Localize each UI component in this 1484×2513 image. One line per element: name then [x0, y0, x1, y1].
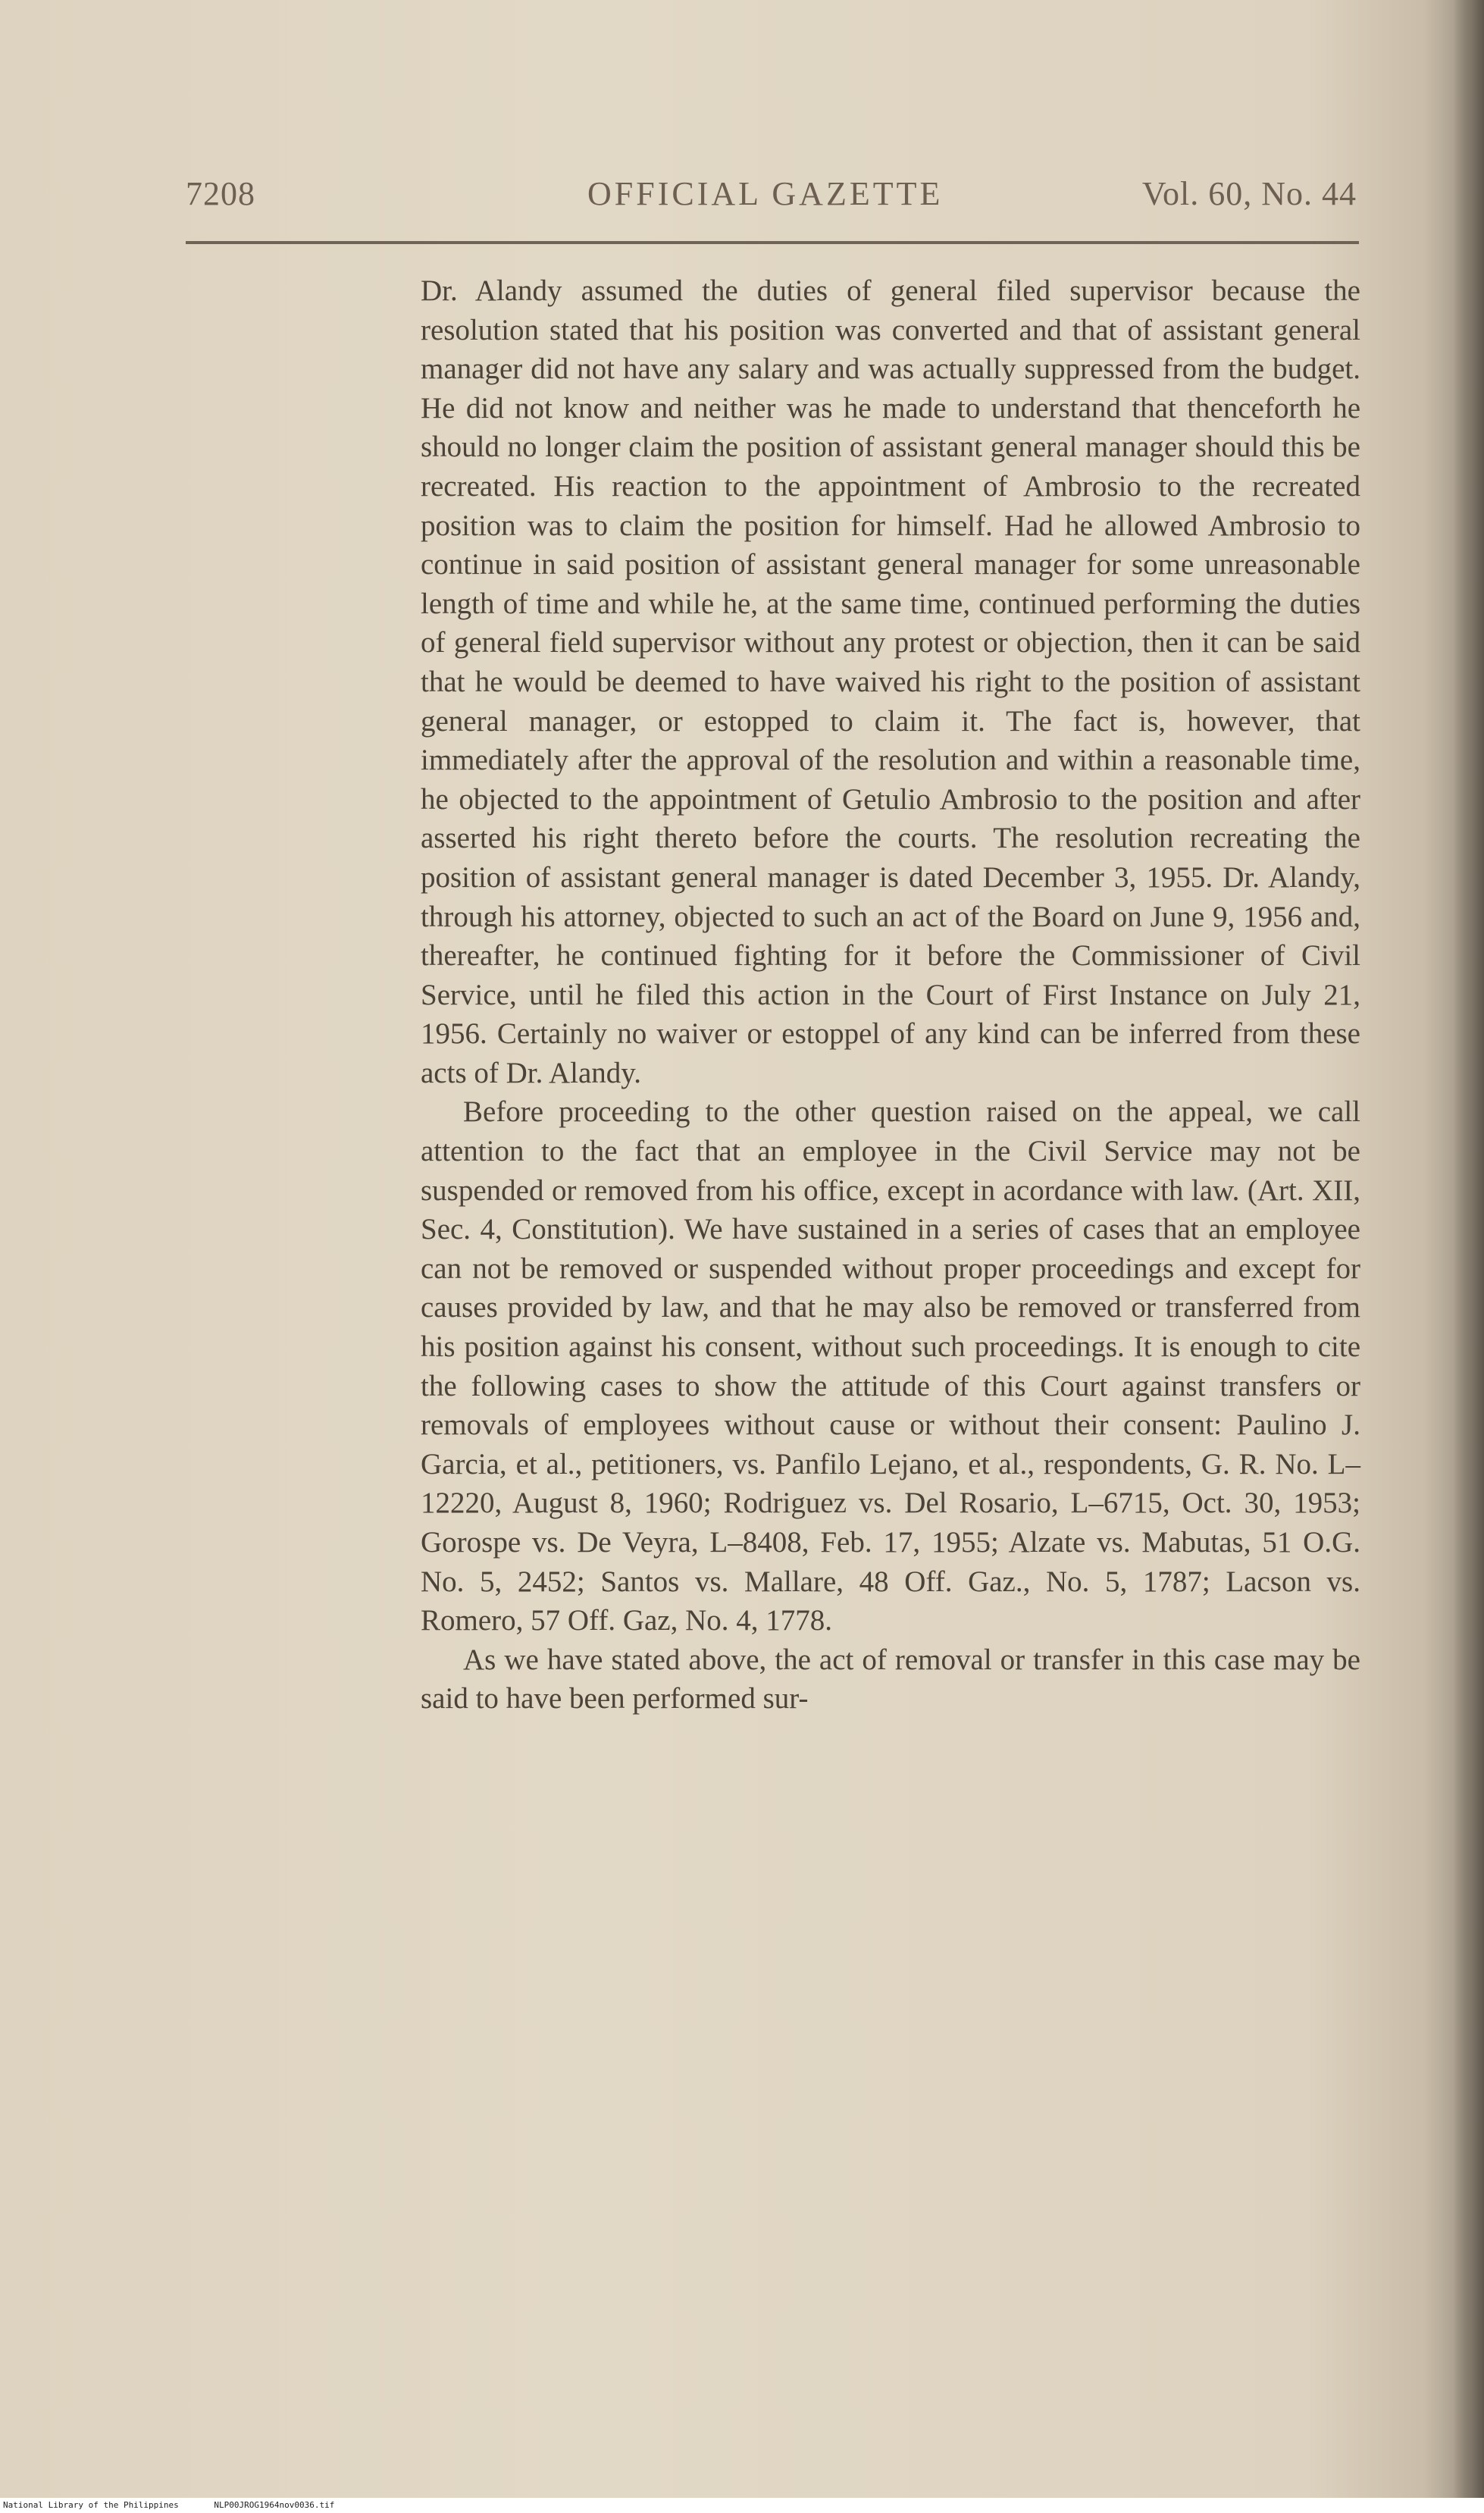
publication-title: OFFICIAL GAZETTE	[587, 175, 944, 212]
volume-number: Vol. 60, No. 44	[1141, 175, 1357, 212]
paragraph-1: Dr. Alandy assumed the duties of general filed supervisor because the resolution stated that his position was converted and that of assistant general manager did not have any salary and was actually suppressed from the budget. He did not know and neither was he made to understand that thenceforth he should no longer claim the position of assistant general manager should this be recreated. His reaction to the appointment of Ambrosio to the recreated position was to claim the position for himself. Had he allowed Ambrosio to continue in said position of assistant general manager for some unreasonable length of time and while he, at the same time, continued performing the duties of general field supervisor without any protest or objection, then it can be said that he would be deemed to have waived his right to the position of assistant general manager, or estopped to claim it. The fact is, however, that immediately after the approval of the resolution and within a reasonable time, he objected to the appointment of Getulio Ambrosio to the position and after asserted his right thereto before the courts. The resolution recreating the position of assistant general manager is dated December 3, 1955. Dr. Alandy, through his attorney, objected to such an act of the Board on June 9, 1956 and, thereafter, he continued fighting for it before the Commissioner of Civil Service, until he filed this action in the Court of First Instance on July 21, 1956. Certainly no waiver or estoppel of any kind can be inferred from these acts of Dr. Alandy.	[421, 274, 1360, 1089]
footer-source: National Library of the Philippines	[3, 2500, 179, 2510]
page-binding-shadow	[1454, 0, 1484, 2513]
paragraph-3: As we have stated above, the act of removal or transfer in this case may be said to have been performed sur-	[421, 1643, 1360, 1716]
page-number: 7208	[186, 175, 255, 212]
body-text	[421, 271, 1360, 1719]
header-rule	[186, 241, 1359, 244]
scan-footer	[0, 2498, 1484, 2513]
running-header	[186, 174, 1357, 220]
footer-file: NLP00JROG1964nov0036.tif	[214, 2500, 335, 2510]
paragraph-2: Before proceeding to the other question raised on the appeal, we call attention to the fact that an employee in the Civil Service may not be suspended or removed from his office, except in acordance with law. (Art. XII, Sec. 4, Constitution). We have sustained in a series of cases that an employee can not be removed or suspended without proper proceedings and except for causes provided by law, and that he may also be removed or transferred from his position against his consent, without such proceedings. It is enough to cite the following cases to show the attitude of this Court against transfers or removals of employees without cause or without their consent: Paulino J. Garcia, et al., petitioners, vs. Panfilo Lejano, et al., respondents, G. R. No. L–12220, August 8, 1960; Rodriguez vs. Del Rosario, L–6715, Oct. 30, 1953; Gorospe vs. De Veyra, L–8408, Feb. 17, 1955; Alzate vs. Mabutas, 51 O.G. No. 5, 2452; Santos vs. Mallare, 48 Off. Gaz., No. 5, 1787; Lacson vs. Romero, 57 Off. Gaz, No. 4, 1778.	[421, 1095, 1360, 1637]
